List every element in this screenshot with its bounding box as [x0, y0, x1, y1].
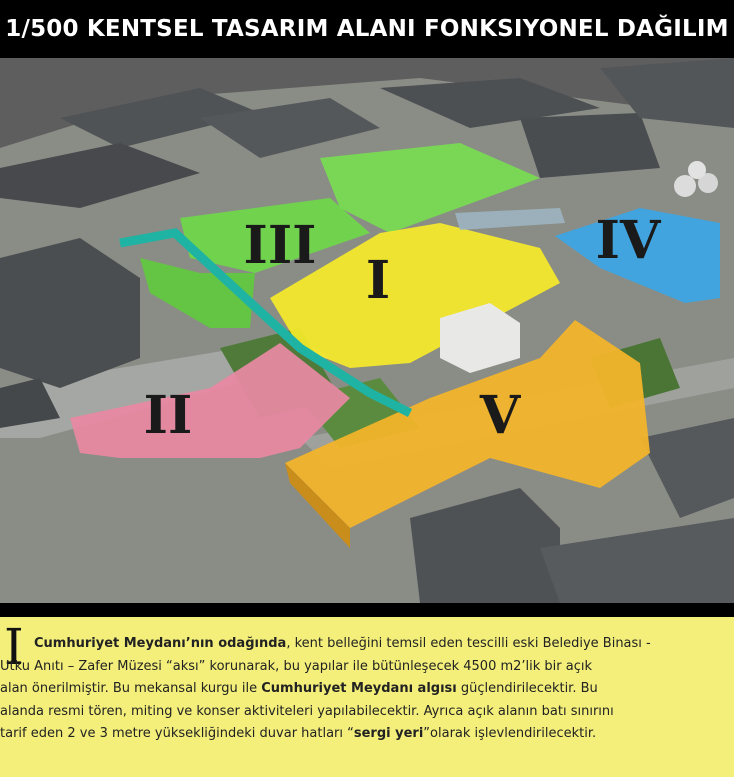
zone-label-ii: II: [143, 385, 193, 446]
text-run: alan önerilmiştir. Bu mekansal kurgu ile: [0, 681, 262, 696]
text-run: güçlendirilecektir. Bu: [456, 681, 598, 696]
text-line: [0, 678, 714, 701]
bold-phrase: sergi yeri: [353, 726, 424, 741]
text-run: , kent belleğini temsil eden tescilli eski Belediye Binası -: [286, 636, 651, 651]
text-run: ”olarak işlevlendirilecektir.: [423, 726, 597, 741]
zone-label-v: V: [479, 385, 521, 446]
site-plan-render: [0, 58, 734, 603]
text-line: [0, 723, 714, 746]
zone-label-iii: III: [243, 215, 317, 276]
title-bar: [0, 0, 734, 58]
description-paragraph: [0, 633, 714, 746]
site-plan-svg: [0, 58, 734, 603]
text-line: Utku Anıtı – Zafer Müzesi “aksı” korunarak, bu yapılar ile bütünleşecek 4500 m2’lik bir açık: [0, 658, 593, 674]
text-line: alanda resmi tören, miting ve konser aktiviteleri yapılabilecektir. Ayrıca açık alanın batı sınırını: [0, 703, 614, 719]
bold-phrase: Cumhuriyet Meydanı’nın odağında: [34, 636, 287, 651]
text-run: tarif eden 2 ve 3 metre yüksekliğindeki duvar hatları “: [0, 726, 354, 741]
zone-label-i: I: [365, 250, 391, 311]
zone-label-iv: IV: [595, 210, 661, 271]
description-panel: [0, 617, 734, 777]
page-title: 1/500 KENTSEL TASARIM ALANI FONKSIYONEL DAĞILIM: [5, 16, 729, 42]
drop-initial: I: [4, 618, 24, 676]
bold-phrase: Cumhuriyet Meydanı algısı: [261, 681, 457, 696]
